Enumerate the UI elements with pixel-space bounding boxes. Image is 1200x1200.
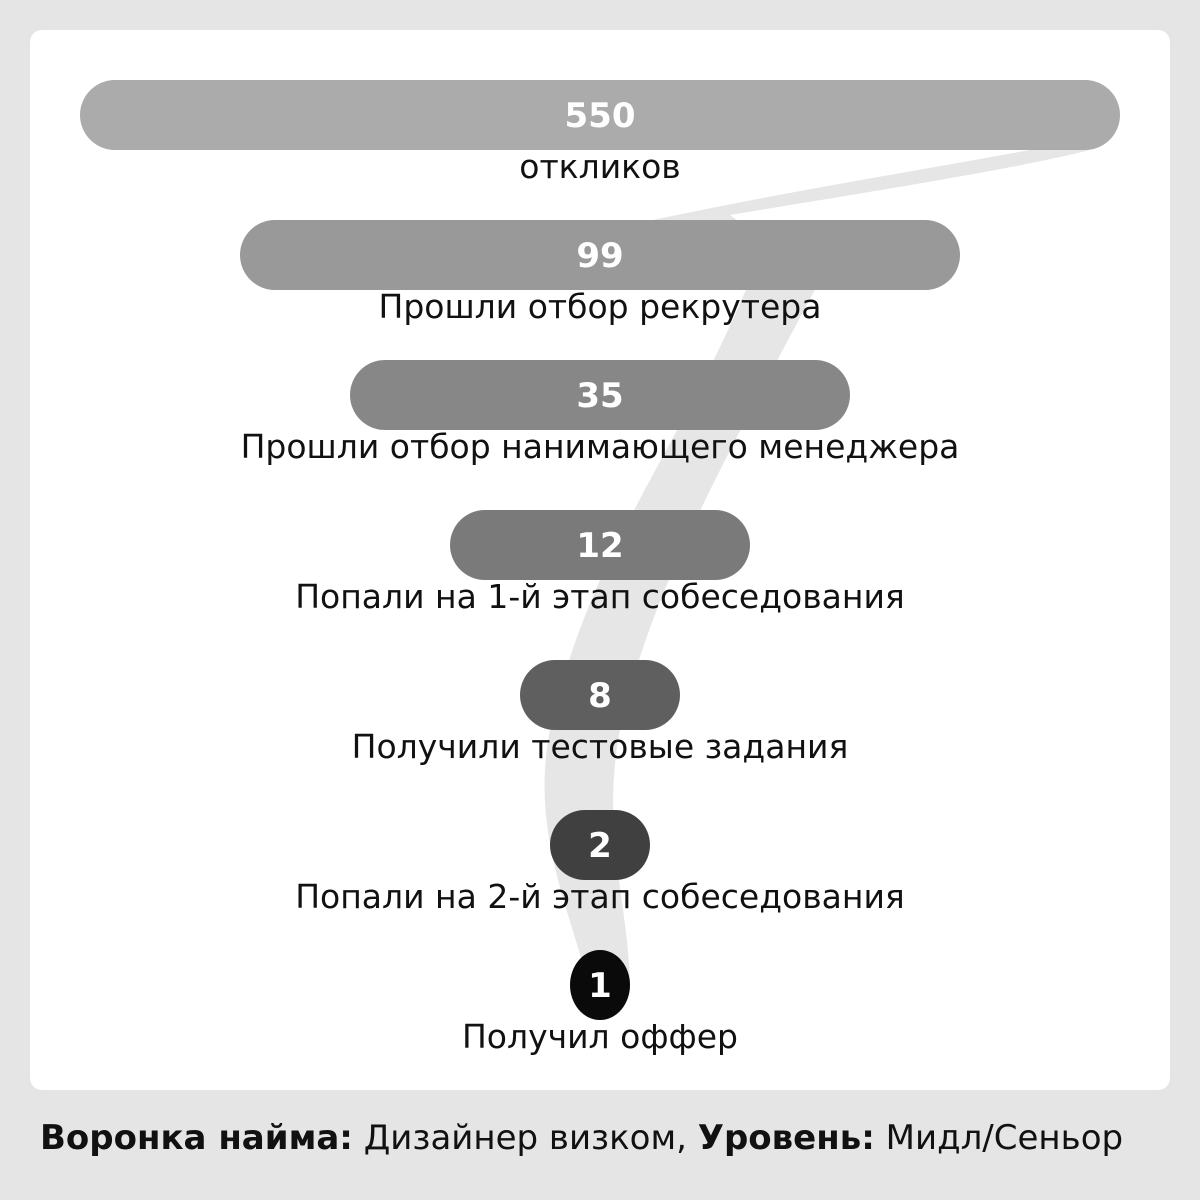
bar-value-label: 12 bbox=[576, 526, 624, 566]
funnel-stage bbox=[241, 360, 960, 466]
stage-label: Прошли отбор рекрутера bbox=[378, 287, 822, 326]
bar-value-label: 35 bbox=[576, 376, 624, 416]
bar-value-label: 1 bbox=[588, 966, 612, 1006]
footer-role: Дизайнер визком, bbox=[352, 1118, 698, 1158]
funnel-stage bbox=[295, 810, 905, 916]
footer-caption bbox=[40, 1118, 1180, 1168]
funnel-stage bbox=[295, 510, 905, 616]
bar-value-label: 8 bbox=[588, 676, 612, 716]
footer-level-label: Уровень: bbox=[697, 1118, 875, 1158]
stage-label: Получили тестовые задания bbox=[351, 727, 849, 766]
stage-label: Прошли отбор нанимающего менеджера bbox=[240, 427, 960, 466]
funnel-card bbox=[30, 30, 1170, 1090]
stage-label: Попали на 1-й этап собеседования bbox=[295, 577, 905, 616]
bar-value-label: 550 bbox=[564, 96, 636, 136]
funnel-stage bbox=[462, 950, 738, 1056]
stage-label: откликов bbox=[519, 147, 681, 186]
funnel-stage bbox=[352, 660, 849, 766]
footer-level: Мидл/Сеньор bbox=[874, 1118, 1124, 1158]
stage-label: Попали на 2-й этап собеседования bbox=[295, 877, 905, 916]
bar-value-label: 99 bbox=[576, 236, 624, 276]
funnel-chart bbox=[30, 30, 1170, 1090]
bar-value-label: 2 bbox=[588, 826, 612, 866]
stage-label: Получил оффер bbox=[461, 1017, 739, 1056]
funnel-stage bbox=[240, 220, 960, 326]
footer-title: Воронка найма: bbox=[40, 1118, 353, 1158]
